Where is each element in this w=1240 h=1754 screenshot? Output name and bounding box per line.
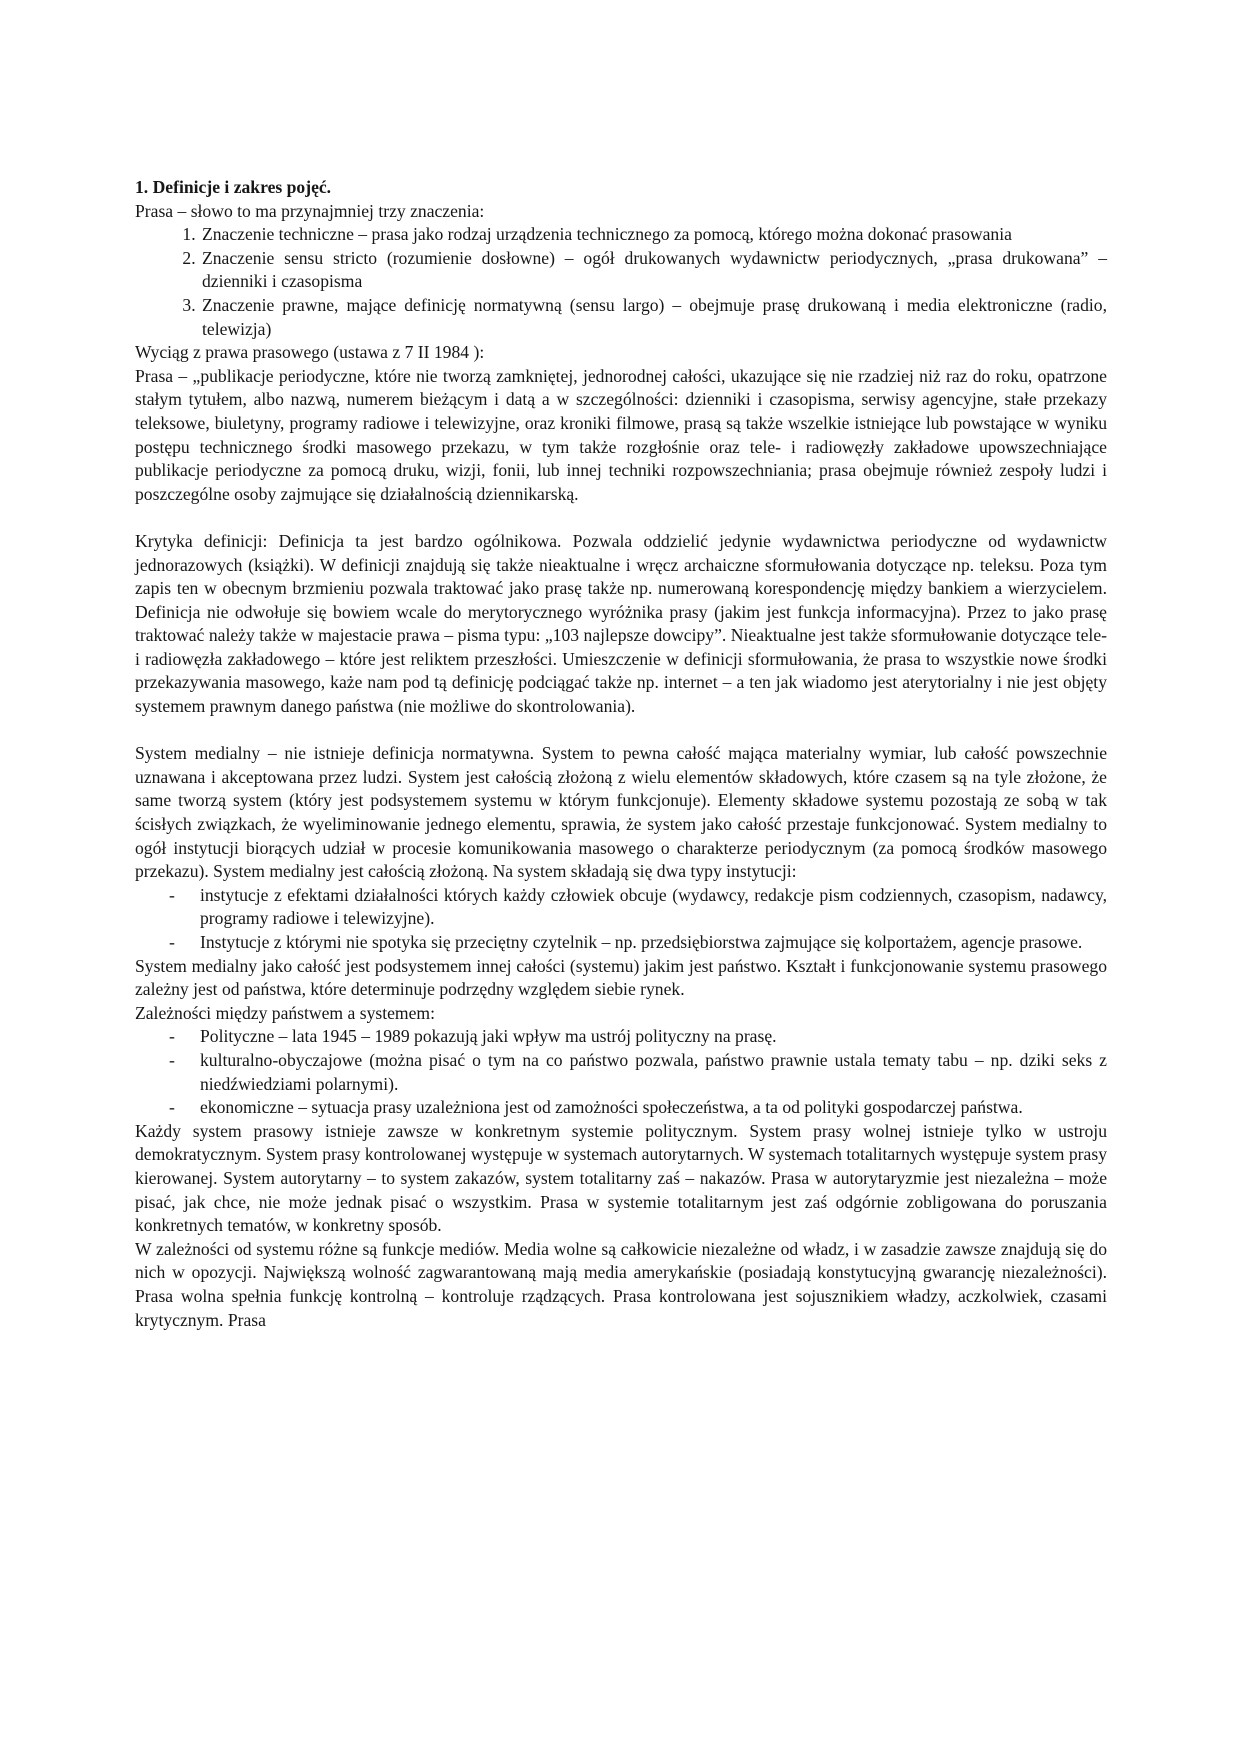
dependencies-label: Zależności między państwem a systemem: — [135, 1002, 435, 1023]
dependency-item-political: - Polityczne – lata 1945 – 1989 pokazują jaki wpływ ma ustrój polityczny na prasę. — [200, 1025, 1107, 1049]
section-heading: 1. Definicje i zakres pojęć. — [135, 177, 332, 197]
press-law-excerpt: Prasa – „publikacje periodyczne, które nie tworzą zamkniętej, jednorodnej całości, ukazujące się nie rzadziej niż raz do roku, opatrzone stałym tytułem, albo nazwą, numerem bieżącym i datą a w szczególności: dzienniki i czasopisma, serwisy agencyjne, stałe przekazy teleksowe, biuletyny, programy radiowe i telewizyjne, oraz kroniki filmowe, prasą są także wszelkie istniejące lub powstające w wyniku postępu technicznego środki masowego przekazu, w tym także rozgłośnie oraz tele- i radiowęzły zakładowe upowszechniające publikacje periodyczne za pomocą druku, wizji, fonii, lub innej techniki rozpowszechniania; prasa obejmuje również zespoły ludzi i poszczególne osoby zajmujące się działalnością dziennikarską. — [135, 365, 1107, 504]
institution-type-item: - instytucje z efektami działalności których każdy człowiek obcuje (wydawcy, redakcje pism codziennych, czasopism, nadawcy, programy radiowe i telewizyjne). — [200, 884, 1107, 931]
intro-line: Prasa – słowo to ma przynajmniej trzy znaczenia: — [135, 200, 485, 221]
meanings-list — [135, 223, 1107, 341]
institution-types-list — [135, 884, 1107, 955]
state-subsystem-paragraph: System medialny jako całość jest podsystemem innej całości (systemu) jakim jest państwo. Kształt i funkcjonowanie systemu prasowego zależny jest od państwa, które determinuje podrzędny względem siebie rynek. — [135, 955, 1107, 1000]
dependencies-list — [135, 1025, 1107, 1119]
dependency-item-cultural: - kulturalno-obyczajowe (można pisać o tym na co państwo pozwala, państwo prawnie ustala tematy tabu – np. dziki seks z niedźwiedziami polarnymi). — [200, 1049, 1107, 1096]
meaning-item-legal: 3. Znaczenie prawne, mające definicję normatywną (sensu largo) – obejmuje prasę drukowaną i media elektroniczne (radio, telewizja) — [200, 294, 1107, 341]
blank-line — [135, 506, 1107, 530]
dependency-item-economic: - ekonomiczne – sytuacja prasy uzależniona jest od zamożności społeczeństwa, a ta od polityki gospodarczej państwa. — [200, 1096, 1107, 1120]
press-systems-paragraph: Każdy system prasowy istnieje zawsze w konkretnym systemie politycznym. System prasy wolnej istnieje tylko w ustroju demokratycznym. System prasy kontrolowanej występuje w systemach autorytarnych. W systemach totalitarnych występuje system prasy kierowanej. System autorytarny – to system zakazów, system totalitarny zaś – nakazów. Prasa w autorytaryzmie jest niezależna – może pisać, jak chce, nie może jednak pisać o wszystkim. Prasa w systemie totalitarnym jest zaś odgórnie zobligowana do poruszania konkretnych tematów, w konkretny sposób. — [135, 1120, 1107, 1236]
media-system-definition: System medialny – nie istnieje definicja normatywna. System to pewna całość mająca materialny wymiar, lub całość powszechnie uznawana i akceptowana przez ludzi. System jest całością złożoną z wielu elementów składowych, które czasem są na tyle złożone, że same tworzą system (który jest podsystemem systemu w którym funkcjonuje). Elementy składowe systemu pozostają ze sobą w tak ścisłych związkach, że wyeliminowanie jednego elementu, sprawia, że system jako całość przestaje funkcjonować. System medialny to ogół instytucji biorących udział w procesie komunikowania masowego o charakterze periodycznym (za pomocą środków masowego przekazu). System medialny jest całością złożoną. Na system składają się dwa typy instytucji: — [135, 743, 1107, 882]
meaning-item-technical: 1. Znaczenie techniczne – prasa jako rodzaj urządzenia technicznego za pomocą, którego można dokonać prasowania — [200, 223, 1107, 247]
meaning-item-sensu-stricto: 2. Znaczenie sensu stricto (rozumienie dosłowne) – ogół drukowanych wydawnictw periodycznych, „prasa drukowana” – dzienniki i czasopisma — [200, 247, 1107, 294]
definition-critique: Krytyka definicji: Definicja ta jest bardzo ogólnikowa. Pozwala oddzielić jedynie wydawnictwa periodyczne od wydawnictw jednorazowych (książki). W definicji znajdują się także nieaktualne i wręcz archaiczne sformułowania dotyczące np. teleksu. Poza tym zapis ten w obecnym brzmieniu pozwala traktować jako prasę także np. numerowaną korespondencję między bankiem a wierzycielem. Definicja nie odwołuje się bowiem wcale do merytorycznego wyróżnika prasy (jakim jest funkcja informacyjna). Przez to jako prasę traktować należy także w majestacie prawa – pisma typu: „103 najlepsze dowcipy”. Nieaktualne jest także sformułowanie dotyczące tele- i radiowęzła zakładowego – które jest reliktem przeszłości. Umieszczenie w definicji sformułowania, że prasa to wszystkie nowe środki przekazywania masowego, każe nam pod tą definicję podciągać także np. internet – a ten jak wiadomo jest aterytorialny i nie jest objęty systemem prawnym danego państwa (nie możliwe do skontrolowania). — [135, 530, 1107, 717]
excerpt-label: Wyciąg z prawa prasowego (ustawa z 7 II 1984 ): — [135, 342, 485, 363]
document-page — [135, 176, 1107, 1332]
institution-type-item: - Instytucje z którymi nie spotyka się przeciętny czytelnik – np. przedsiębiorstwa zajmujące się kolportażem, agencje prasowe. — [200, 931, 1107, 955]
blank-line — [135, 719, 1107, 743]
media-functions-paragraph: W zależności od systemu różne są funkcje mediów. Media wolne są całkowicie niezależne od władz, i w zasadzie zawsze znajdują się do nich w opozycji. Największą wolność zagwarantowaną mają media amerykańskie (posiadają konstytucyjną gwarancję niezależności). Prasa wolna spełnia funkcję kontrolną – kontroluje rządzących. Prasa kontrolowana jest sojusznikiem władzy, aczkolwiek, czasami krytycznym. Prasa — [135, 1238, 1107, 1330]
